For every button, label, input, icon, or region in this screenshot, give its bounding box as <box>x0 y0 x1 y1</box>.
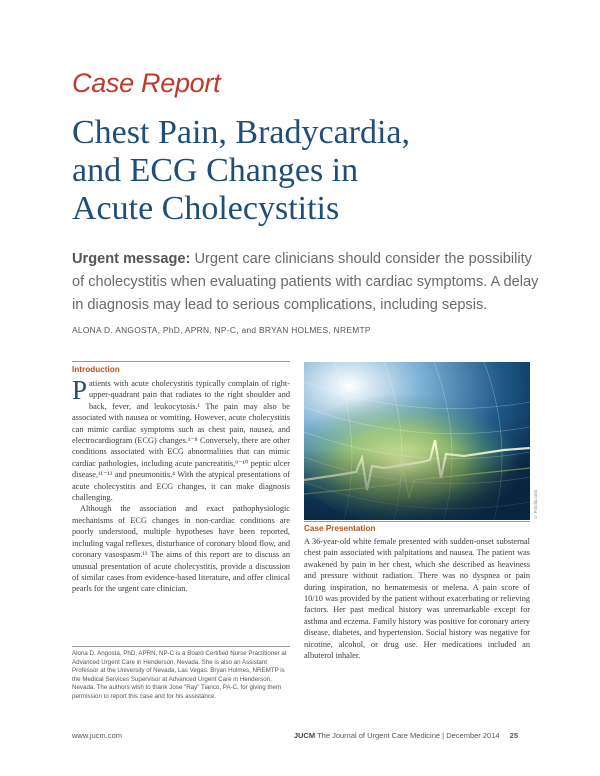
footer-url: www.jucm.com <box>72 731 123 740</box>
case-rule <box>304 521 530 522</box>
case-presentation-body <box>304 536 530 661</box>
author-bio <box>72 650 290 701</box>
title-line-2: and ECG Changes in <box>72 152 359 189</box>
drop-cap: P <box>72 375 88 405</box>
introduction-paragraph-2: Although the association and exact pathophysiologic mechanisms of ECG changes in non-cardiac conditions are poorly understood, multiple hypotheses have been reported, including vagal reflexes, disturbance of coronary blood flow, and coronary vasospasm.¹³ The aims of this report are to discuss an unusual presentation of acute cholecystitis, provide a discussion of similar cases from evidence-based literature, and offer clinical pearls for the urgent care clinician. <box>72 504 290 594</box>
urgent-message-label: Urgent message: <box>72 251 191 267</box>
introduction-body <box>72 375 290 595</box>
footer-separator: | <box>442 731 445 740</box>
case-presentation-text: A 36-year-old white female presented with sudden-onset substernal chest pain associated with palpitations and nausea. The patient was awakened by pain in her chest, which she described as heaviness and pressure without radiation. There was no dyspnea or pain during inspiration, no hematemesis or melena. A pain score of 10/10 was provided by the patient without exacerbating or relieving factors. Her past medical history was unremarkable except for asthma and eczema. Family history was positive for coronary artery disease, diabetes, and hypertension. Social history was negative for nicotine, alcohol, or drug use. Her medications included an albuterol inhaler. <box>304 537 530 661</box>
introduction-rule <box>72 361 290 362</box>
introduction-heading: Introduction <box>72 365 120 374</box>
figure-credit: © Fotolia.com <box>533 490 538 520</box>
introduction-paragraph-1 <box>72 375 290 503</box>
footer-journal-abbr: JUCM <box>293 731 316 740</box>
section-label: Case Report <box>72 68 221 98</box>
footer-journal <box>294 731 518 740</box>
author-bio-text: Alona D. Angosta, PhD, APRN, NP-C is a Board Certified Nurse Practitioner at Advanced Urgent Care in Henderson, Nevada. She is also an Assistant Professor at the University of Nevada, Las Vegas. Bryan Holmes, NREMTP is the Medical Services Supervisor at Advanced Urgent Care in Henderson, Nevada. The authors wish to thank Jose "Ray" Tianco, PA-C, for giving them permission to report this case and for his assistance. <box>72 650 287 700</box>
page-number: 25 <box>509 731 518 740</box>
ecg-illustration-graphic <box>304 362 530 520</box>
ecg-illustration <box>304 362 530 520</box>
urgent-message-text: Urgent care clinicians should consider the possibility of cholecystitis when evaluating patients with cardiac symptoms. A delay in diagnosis may lead to serious complications, including sepsis. <box>72 251 539 313</box>
title-line-3: Acute Cholecystitis <box>72 190 340 227</box>
author-byline: ALONA D. ANGOSTA, PhD, APRN, NP-C, and BRYAN HOLMES, NREMTP <box>72 325 371 335</box>
article-title <box>72 114 532 228</box>
bio-rule <box>72 646 290 647</box>
urgent-message <box>72 248 542 317</box>
footer-journal-name: The Journal of Urgent Care Medicine <box>317 731 441 740</box>
title-line-1: Chest Pain, Bradycardia, <box>72 114 411 151</box>
case-presentation-heading: Case Presentation <box>304 524 376 533</box>
footer-issue: December 2014 <box>446 731 500 740</box>
introduction-paragraph-1-text: atients with acute cholecystitis typically complain of right-upper-quadrant pain that radiates to the right shoulder and back, fever, and leukocytosis.¹ The pain may also be associated with nausea or vomiting. However, acute cholecystitis can mimic cardiac symptoms such as chest pain, nausea, and electrocardiogram (ECG) changes.¹⁻⁸ Conversely, there are other conditions associated with ECG abnormalities that can mimic cardiac pathologies, including acute pancreatitis,⁹⁻¹⁰ peptic ulcer disease,¹¹⁻¹² and pneumonitis.⁴ With the atypical presentations of acute cholecystitis and ECG changes, it can make diagnosis challenging. <box>72 379 290 503</box>
